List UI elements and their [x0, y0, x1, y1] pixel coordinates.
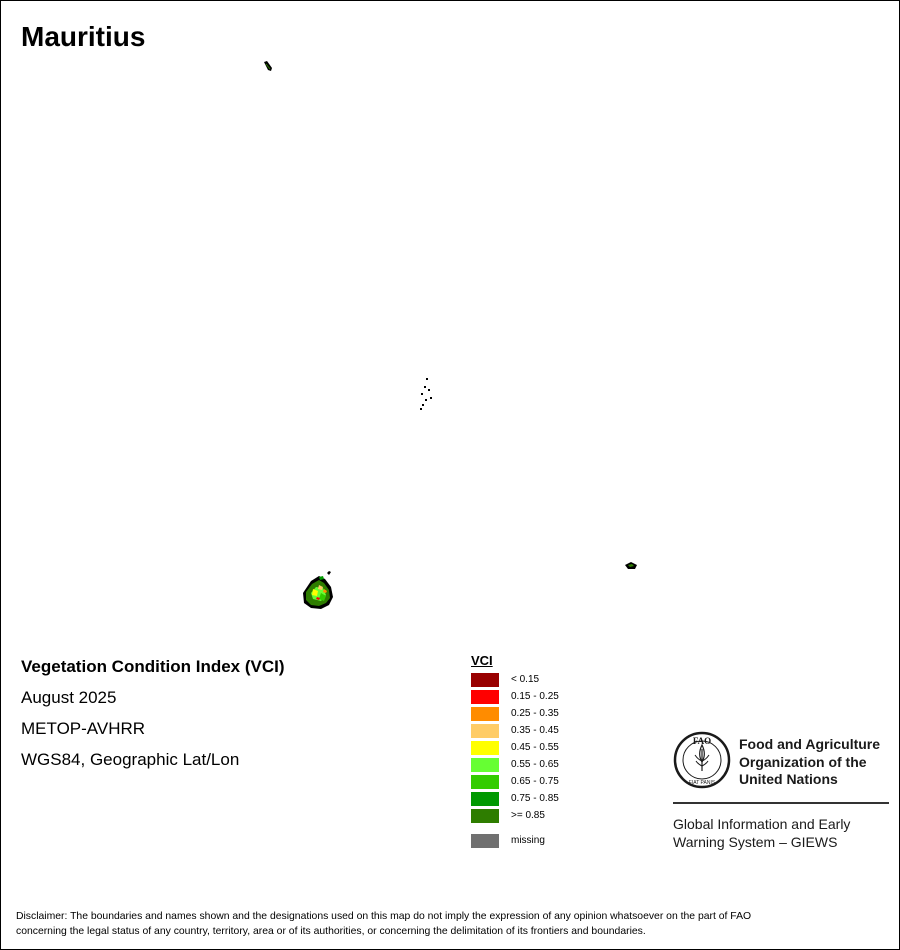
map-title: Mauritius [21, 21, 146, 52]
legend-label: 0.75 - 0.85 [511, 793, 559, 804]
legend-swatch-missing [471, 834, 499, 848]
fao-logo-icon [673, 731, 731, 789]
legend-item [471, 722, 559, 739]
legend-swatch [471, 809, 499, 823]
legend-swatch [471, 724, 499, 738]
vci-legend [471, 653, 559, 849]
legend-swatch [471, 690, 499, 704]
giews-name [673, 815, 850, 851]
legend-item-missing [471, 832, 559, 849]
map-info [21, 657, 285, 781]
fao-name-line2: Organization of the [739, 753, 867, 770]
legend-item [471, 688, 559, 705]
island-rodrigues [625, 562, 637, 569]
legend-item [471, 739, 559, 756]
legend-swatch [471, 741, 499, 755]
legend-item [471, 790, 559, 807]
island-agalega [264, 61, 272, 71]
legend-label: 0.55 - 0.65 [511, 759, 559, 770]
giews-line2: Warning System – GIEWS [673, 834, 838, 850]
fao-logo-motto: FIAT PANIS [688, 780, 716, 786]
projection: WGS84, Geographic Lat/Lon [21, 750, 240, 769]
legend-swatch [471, 673, 499, 687]
legend-swatch [471, 707, 499, 721]
island-cargados-carajos [420, 378, 432, 410]
legend-label: 0.15 - 0.25 [511, 691, 559, 702]
giews-line1: Global Information and Early [673, 816, 851, 832]
sensor: METOP-AVHRR [21, 719, 146, 738]
disclaimer [16, 909, 886, 939]
legend-swatch [471, 792, 499, 806]
fao-name-line3: United Nations [739, 771, 838, 787]
legend-label: 0.25 - 0.35 [511, 708, 559, 719]
legend-label: 0.35 - 0.45 [511, 725, 559, 736]
disclaimer-line1: Disclaimer: The boundaries and names shown and the designations used on this map do not imply the expression of any opinion whatsoever on the part of FAO [16, 911, 752, 922]
fao-name-line1: Food and Agriculture [739, 736, 881, 752]
fao-logo-letters: FAO [692, 736, 712, 746]
legend-swatch [471, 758, 499, 772]
legend-label-missing: missing [511, 835, 545, 846]
legend-item [471, 773, 559, 790]
legend-label: 0.65 - 0.75 [511, 776, 559, 787]
legend-label: < 0.15 [511, 674, 540, 685]
legend-item [471, 756, 559, 773]
legend-label: 0.45 - 0.55 [511, 742, 559, 753]
legend-item [471, 671, 559, 688]
fao-divider [673, 802, 889, 804]
fao-name [739, 736, 880, 789]
legend-items [471, 671, 559, 824]
legend-swatch [471, 775, 499, 789]
period: August 2025 [21, 688, 117, 707]
legend-title: VCI [471, 653, 493, 668]
map-canvas [1, 1, 900, 641]
index-name: Vegetation Condition Index (VCI) [21, 657, 285, 676]
island-mauritius [303, 571, 333, 609]
legend-label: >= 0.85 [511, 810, 545, 821]
legend-item [471, 705, 559, 722]
legend-item [471, 807, 559, 824]
disclaimer-line2: concerning the legal status of any country, territory, area or of its authorities, or concerning the delimitation of its frontiers and boundaries. [16, 926, 646, 937]
